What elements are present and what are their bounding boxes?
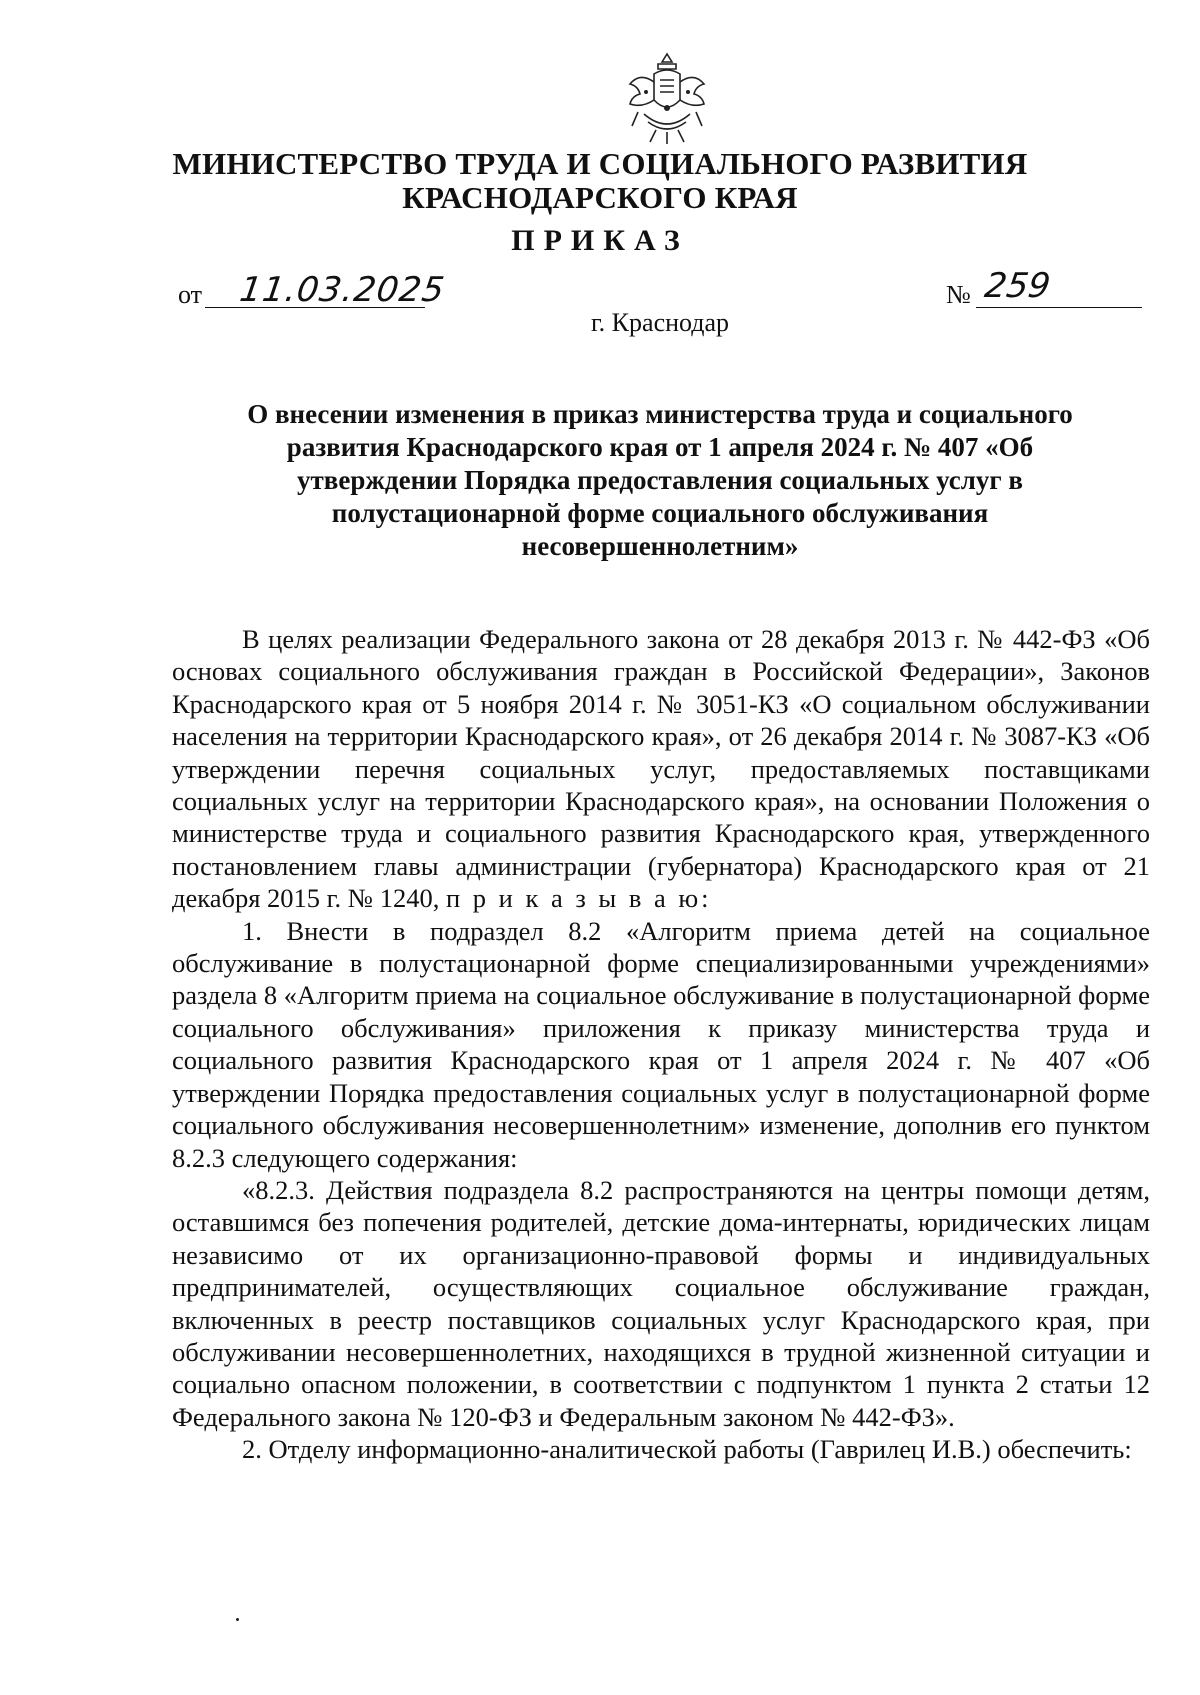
handwritten-number: 259 <box>982 266 1053 306</box>
ministry-name-line1: МИНИСТЕРСТВО ТРУДА И СОЦИАЛЬНОГО РАЗВИТИЯ <box>172 146 1028 181</box>
clause-2-paragraph: 2. Отделу информационно-аналитической работы (Гаврилец И.В.) обеспечить: <box>242 1434 1132 1465</box>
preamble-text: В целях реализации Федерального закона от 28 декабря 2013 г. № 442-ФЗ «Об основах социального обслуживания граждан в Российской Федерации», Законов Краснодарского края от 5 ноября 2014 г. № 3051-КЗ «О социальном обслуживании населения на территории Краснодарского края», от 26 декабря 2014 г. № 3087-КЗ «Об утверждении перечня социальных услуг, предоставляемых поставщиками социальных услуг на территории Краснодарского края», на основании Положения о министерстве труда и социального развития Краснодарского края, утвержденного постановлением главы администрации (губернатора) Краснодарского края от 21 декабря 2015 г. № 1240, <box>172 624 1150 914</box>
handwritten-date: 11.03.2025 <box>237 270 448 310</box>
preamble-paragraph <box>172 623 1150 915</box>
clause-8-2-3-paragraph: «8.2.3. Действия подраздела 8.2 распространяются на центры помощи детям, оставшимся без попечения родителей, детские дома-интернаты, юридических лицам независимо от их организационно-правовой формы и индивидуальных предпринимателей, осуществляющих социальное обслуживание граждан, включенных в реестр поставщиков социальных услуг Краснодарского края, при обслуживании несовершеннолетних, находящихся в трудной жизненной ситуации и социально опасном положении, в соответствии с подпунктом 1 пункта 2 статьи 12 Федерального закона № 120-ФЗ и Федеральным законом № 442-ФЗ». <box>172 1174 1150 1432</box>
order-body <box>172 623 1150 1466</box>
coat-of-arms-icon <box>624 52 710 148</box>
document-type-title: ПРИКАЗ <box>511 224 689 257</box>
date-label: от <box>178 280 203 309</box>
order-subject: О внесении изменения в приказ министерства труда и социального развития Краснодарского края от 1 апреля 2024 г. № 407 «Об утверждении Порядка предоставления социальных услуг в полустационарной форме социального обслуживания несовершеннолетним» <box>247 399 1073 561</box>
number-label: № <box>946 280 971 309</box>
city-name: г. Краснодар <box>590 308 730 337</box>
ministry-name-line2: КРАСНОДАРСКОГО КРАЯ <box>402 180 798 215</box>
order-word: п р и к а з ы в а ю: <box>445 883 712 914</box>
clause-1-paragraph: 1. Внести в подраздел 8.2 «Алгоритм приема детей на социальное обслуживание в полустационарной форме специализированными учреждениями» раздела 8 «Алгоритм приема на социальное обслуживание в полустационарной форме социального обслуживания» приложения к приказу министерства труда и социального развития Краснодарского края от 1 апреля 2024 г. № 407 «Об утверждении Порядка предоставления социальных услуг в полустационарной форме социального обслуживания несовершеннолетним» изменение, дополнив его пунктом 8.2.3 следующего содержания: <box>172 915 1150 1173</box>
scan-speck <box>236 1618 239 1621</box>
